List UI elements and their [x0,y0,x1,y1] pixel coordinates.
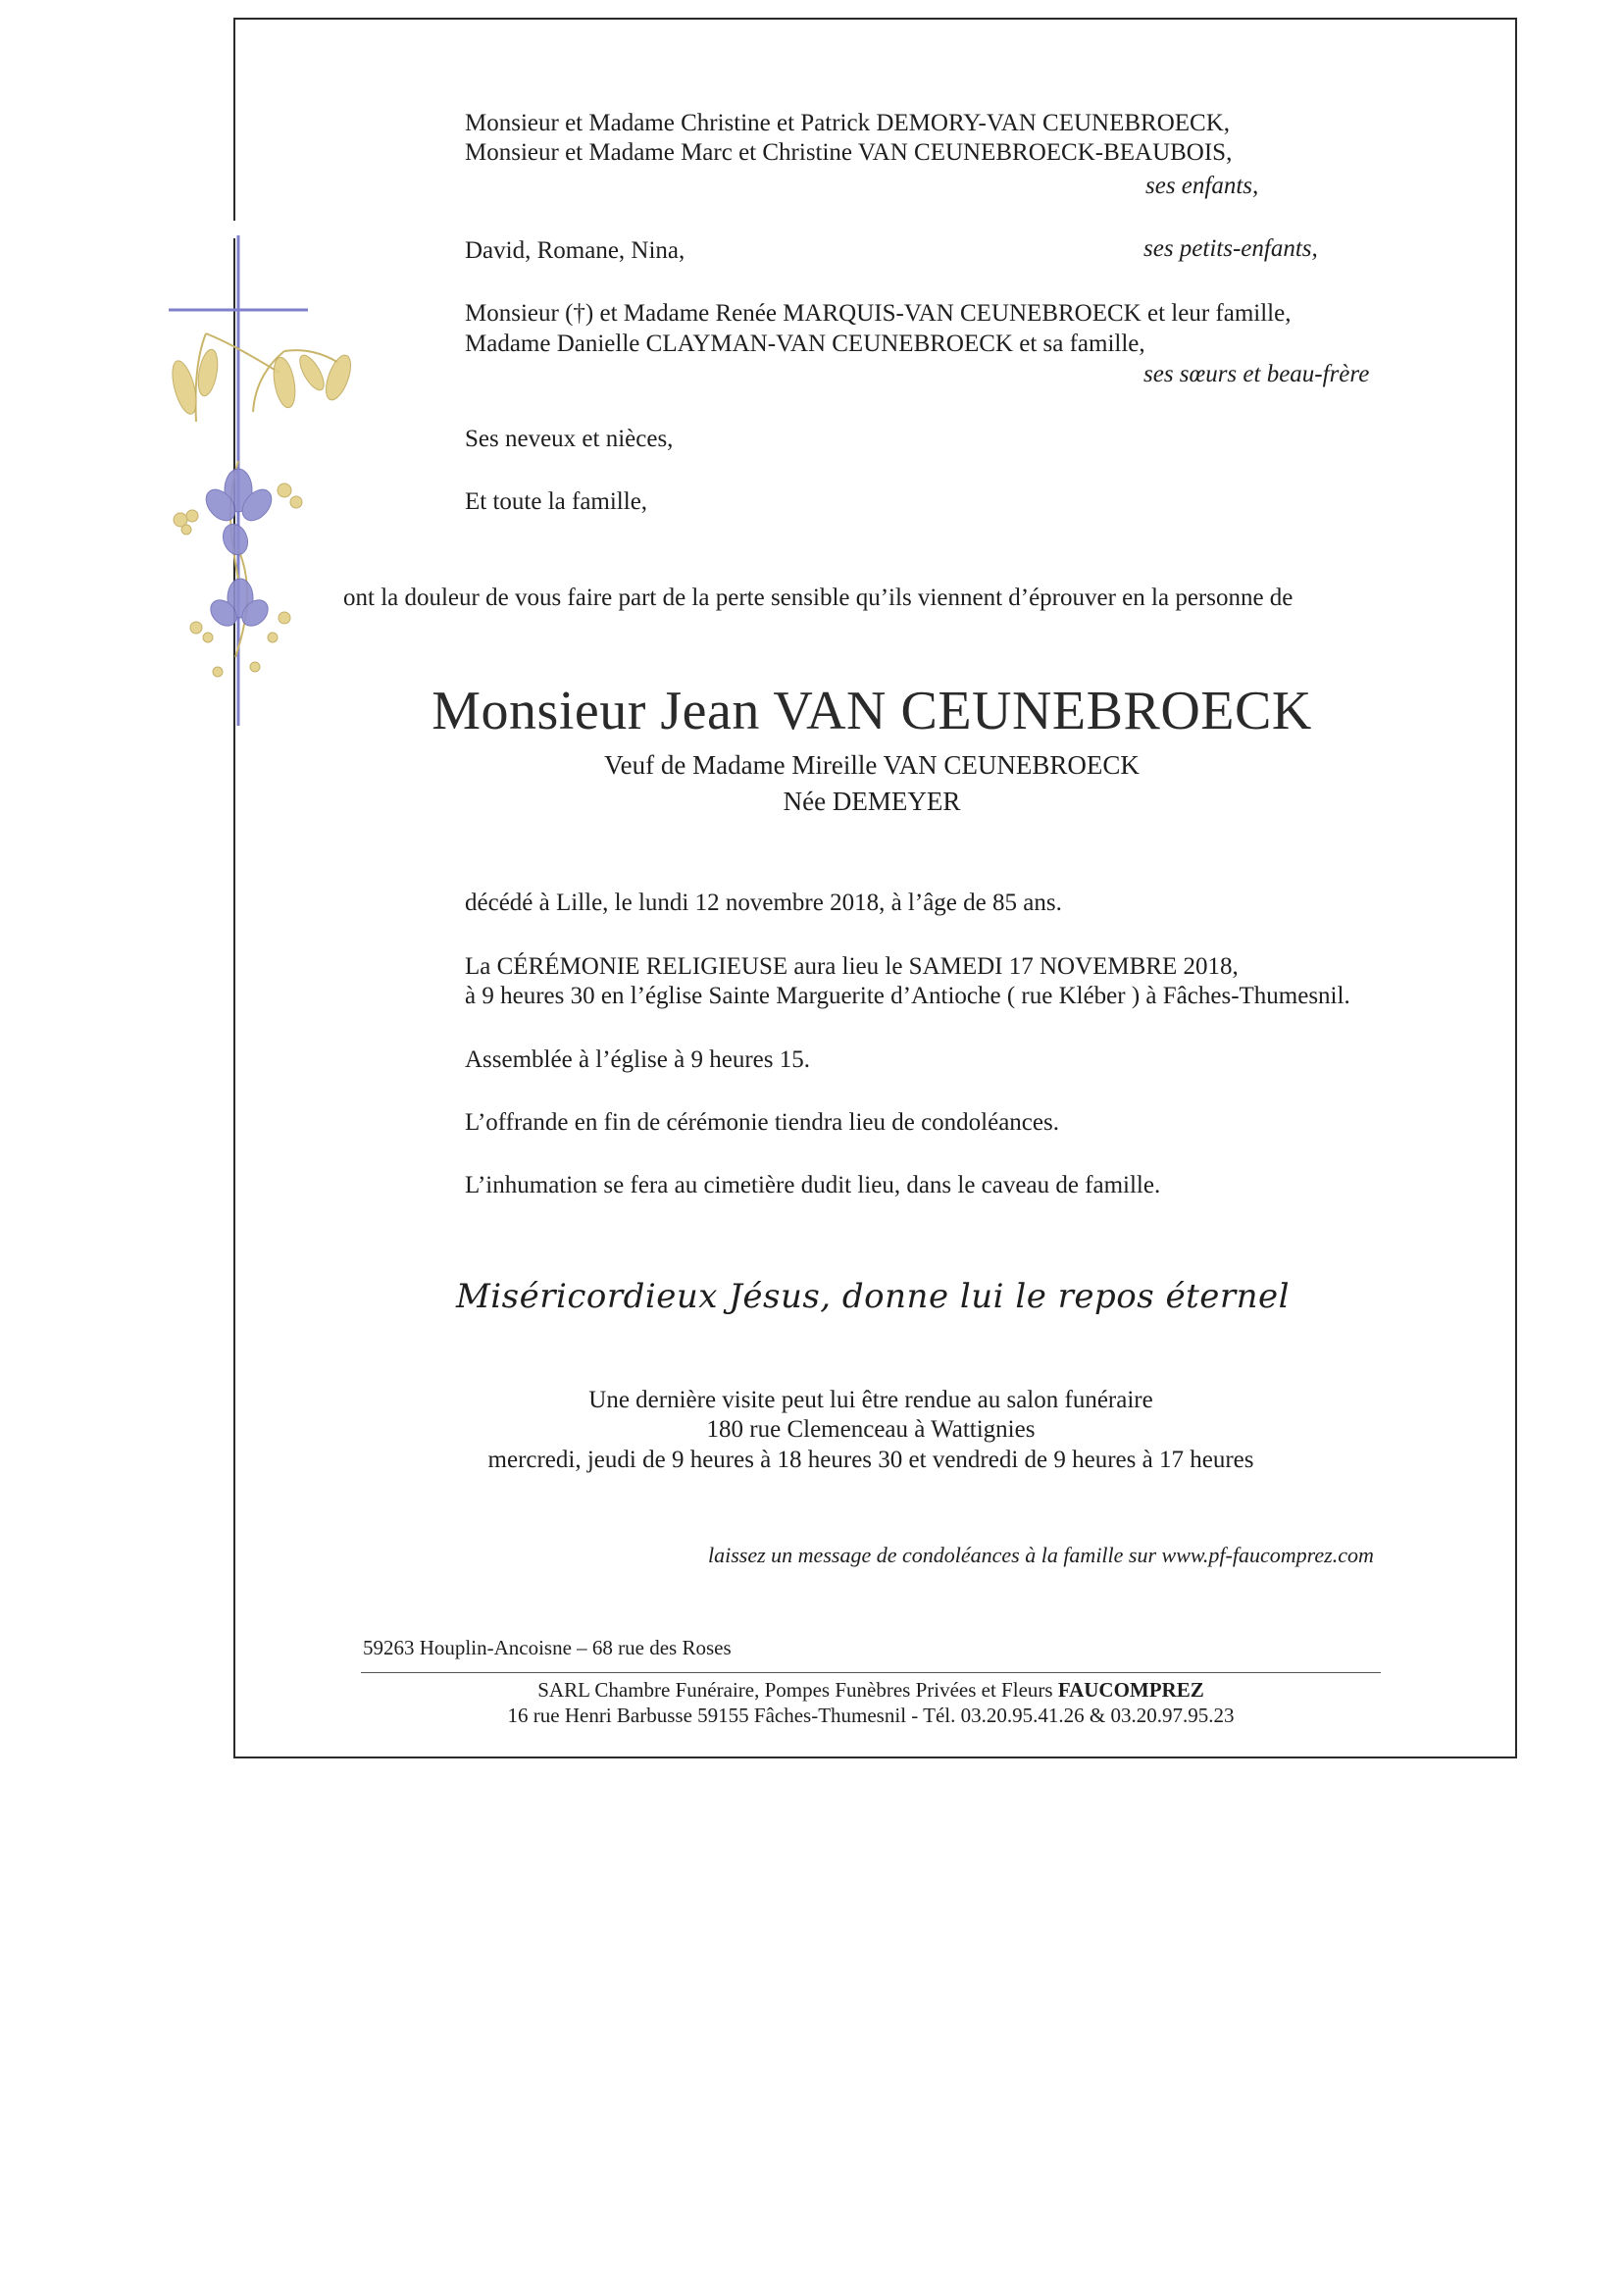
children-line-2: Monsieur et Madame Marc et Christine VAN CEUNEBROECK-BEAUBOIS, [465,139,1233,166]
burial: L’inhumation se fera au cimetière dudit lieu, dans le caveau de famille. [465,1172,1161,1198]
children-role: ses enfants, [1145,173,1259,199]
funeral-home-line-1 [537,1677,1204,1703]
widower-of: Veuf de Madame Mireille VAN CEUNEBROECK [604,750,1140,780]
assembly: Assemblée à l’église à 9 heures 15. [465,1046,810,1073]
visit-line-1: Une dernière visite peut lui être rendue au salon funéraire [588,1387,1153,1413]
visit-line-3: mercredi, jeudi de 9 heures à 18 heures 30 et vendredi de 9 heures à 17 heures [487,1447,1254,1473]
cross-with-flowers-icon [137,226,392,736]
siblings-line-1: Monsieur (†) et Madame Renée MARQUIS-VAN CEUNEBROECK et leur famille, [465,300,1292,327]
family-address: 59263 Houplin-Ancoisne – 68 rue des Roses [363,1636,732,1659]
funeral-home-brand: FAUCOMPREZ [1057,1678,1204,1702]
children-line-1: Monsieur et Madame Christine et Patrick DEMORY-VAN CEUNEBROECK, [465,110,1231,136]
announcement: ont la douleur de vous faire part de la perte sensible qu’ils viennent d’éprouver en la personne de [343,585,1294,611]
ceremony-line-1: La CÉRÉMONIE RELIGIEUSE aura lieu le SAMEDI 17 NOVEMBRE 2018, [465,953,1239,980]
all-family: Et toute la famille, [465,488,648,515]
footer-rule [361,1672,1381,1673]
grandchildren: David, Romane, Nina, [465,237,685,264]
funeral-home-desc: SARL Chambre Funéraire, Pompes Funèbres Privées et Fleurs [537,1678,1053,1702]
ceremony-line-2: à 9 heures 30 en l’église Sainte Marguerite d’Antioche ( rue Kléber ) à Fâches-Thumesnil. [465,983,1350,1009]
prayer: Miséricordieux Jésus, donne lui le repos éternel [455,1277,1291,1316]
death-notice: décédé à Lille, le lundi 12 novembre 2018, à l’âge de 85 ans. [465,890,1062,916]
visit-line-2: 180 rue Clemenceau à Wattignies [706,1416,1036,1443]
offering: L’offrande en fin de cérémonie tiendra lieu de condoléances. [465,1109,1059,1136]
nee: Née DEMEYER [783,787,961,816]
siblings-line-2: Madame Danielle CLAYMAN-VAN CEUNEBROECK et sa famille, [465,331,1145,357]
funeral-home-line-2: 16 rue Henri Barbusse 59155 Fâches-Thumesnil - Tél. 03.20.95.41.26 & 03.20.97.95.23 [507,1704,1235,1727]
deceased-name: Monsieur Jean VAN CEUNEBROECK [431,681,1312,741]
siblings-role: ses sœurs et beau-frère [1143,361,1370,387]
grandchildren-role: ses petits-enfants, [1143,235,1318,262]
nephews: Ses neveux et nièces, [465,426,674,452]
condolence-message: laissez un message de condoléances à la famille sur www.pf-faucomprez.com [708,1543,1374,1567]
